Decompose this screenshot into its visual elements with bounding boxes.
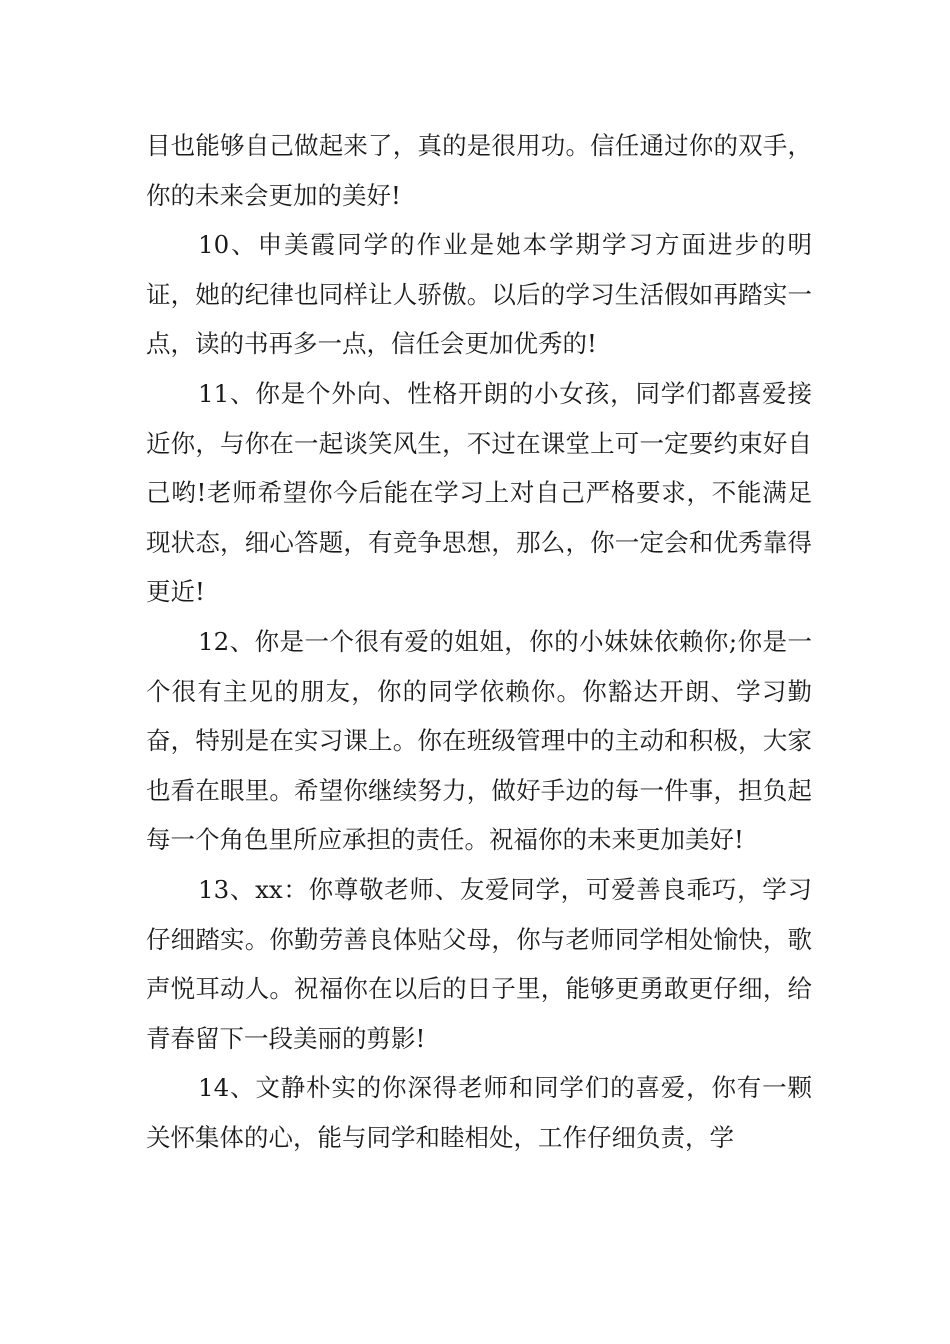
paragraph-comment-12: 12、你是一个很有爱的姐姐，你的小妹妹依赖你;你是一个很有主见的朋友，你的同学依赖你。你豁达开朗、学习勤奋，特别是在实习课上。你在班级管理中的主动和积极，大家也看在眼里。希望你继续努力，做好手边的每一件事，担负起每一个角色里所应承担的责任。祝福你的未来更加美好!	[146, 626, 812, 855]
paragraph-continuation: 目也能够自己做起来了，真的是很用功。信任通过你的双手，你的未来会更加的美好!	[146, 131, 812, 210]
paragraph-comment-13: 13、xx：你尊敬老师、友爱同学，可爱善良乖巧，学习仔细踏实。你勤劳善良体贴父母，你与老师同学相处愉快，歌声悦耳动人。祝福你在以后的日子里，能够更勇敢更仔细，给青春留下一段美丽的剪影!	[146, 874, 812, 1053]
paragraph-comment-10: 10、申美霞同学的作业是她本学期学习方面进步的明证，她的纪律也同样让人骄傲。以后的学习生活假如再踏实一点，读的书再多一点，信任会更加优秀的!	[146, 230, 812, 359]
paragraph-comment-14: 14、文静朴实的你深得老师和同学们的喜爱，你有一颗关怀集体的心，能与同学和睦相处，工作仔细负责，学	[146, 1073, 812, 1152]
paragraph-comment-11: 11、你是个外向、性格开朗的小女孩，同学们都喜爱接近你，与你在一起谈笑风生，不过在课堂上可一定要约束好自己哟!老师希望你今后能在学习上对自己严格要求，不能满足现状态，细心答题，有竞争思想，那么，你一定会和优秀靠得更近!	[146, 378, 812, 607]
document-page	[146, 121, 812, 1162]
